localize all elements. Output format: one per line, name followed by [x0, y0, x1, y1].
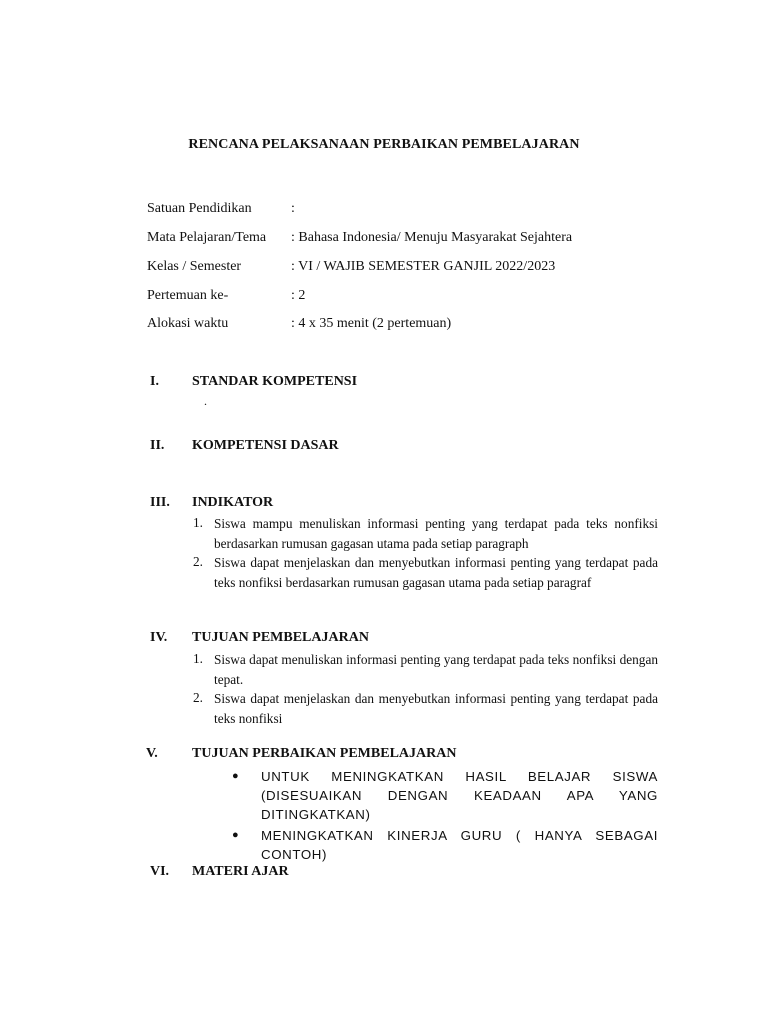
- section-title-tujuan-perbaikan: TUJUAN PERBAIKAN PEMBELAJARAN: [192, 746, 457, 761]
- bullet-icon: ●: [232, 770, 239, 782]
- section-note: .: [204, 394, 207, 408]
- section-number: V.: [146, 746, 158, 761]
- section-title-standar-kompetensi: STANDAR KOMPETENSI: [192, 374, 358, 389]
- list-item-number: 1.: [193, 651, 203, 666]
- section-number: IV.: [150, 630, 168, 645]
- info-label: Kelas / Semester: [147, 259, 242, 274]
- info-label: Alokasi waktu: [147, 316, 229, 331]
- info-value: : 2: [291, 288, 306, 303]
- info-value: : Bahasa Indonesia/ Menuju Masyarakat Sejahtera: [291, 230, 573, 245]
- list-item-number: 1.: [193, 515, 203, 530]
- document-title: RENCANA PELAKSANAAN PERBAIKAN PEMBELAJARAN: [188, 137, 580, 152]
- bullet-item: MENINGKATKAN KINERJA GURU ( HANYA SEBAGAI CONTOH): [261, 828, 658, 862]
- info-label: Mata Pelajaran/Tema: [147, 230, 267, 245]
- section-number: III.: [150, 495, 170, 510]
- section-number: VI.: [150, 864, 170, 879]
- bullet-item: UNTUK MENINGKATKAN HASIL BELAJAR SISWA (DISESUAIKAN DENGAN KEADAAN APA YANG DITINGKATKAN): [261, 769, 658, 822]
- info-label: Satuan Pendidikan: [147, 201, 252, 216]
- list-item-number: 2.: [193, 690, 203, 705]
- section-title-materi-ajar: MATERI AJAR: [192, 864, 289, 879]
- list-item: Siswa dapat menjelaskan dan menyebutkan informasi penting yang terdapat pada teks nonfiksi berdasarkan rumusan gagasan utama pada setiap paragraf: [214, 555, 658, 590]
- list-item-number: 2.: [193, 554, 203, 569]
- section-number: II.: [150, 438, 165, 453]
- list-item: Siswa dapat menjelaskan dan menyebutkan informasi penting yang terdapat pada teks nonfiksi: [214, 691, 658, 726]
- list-item: Siswa dapat menuliskan informasi penting yang terdapat pada teks nonfiksi dengan tepat.: [214, 652, 658, 687]
- section-title-indikator: INDIKATOR: [192, 495, 274, 510]
- section-title-tujuan-pembelajaran: TUJUAN PEMBELAJARAN: [192, 630, 369, 645]
- info-value: : 4 x 35 menit (2 pertemuan): [291, 316, 452, 331]
- section-title-kompetensi-dasar: KOMPETENSI DASAR: [192, 438, 339, 453]
- info-value: : VI / WAJIB SEMESTER GANJIL 2022/2023: [291, 259, 556, 274]
- info-value: :: [291, 201, 295, 216]
- list-item: Siswa mampu menuliskan informasi penting yang terdapat pada teks nonfiksi berdasarkan rumusan gagasan utama pada setiap paragraph: [214, 516, 658, 551]
- info-label: Pertemuan ke-: [147, 288, 229, 303]
- bullet-icon: ●: [232, 829, 239, 841]
- section-number: I.: [150, 374, 159, 389]
